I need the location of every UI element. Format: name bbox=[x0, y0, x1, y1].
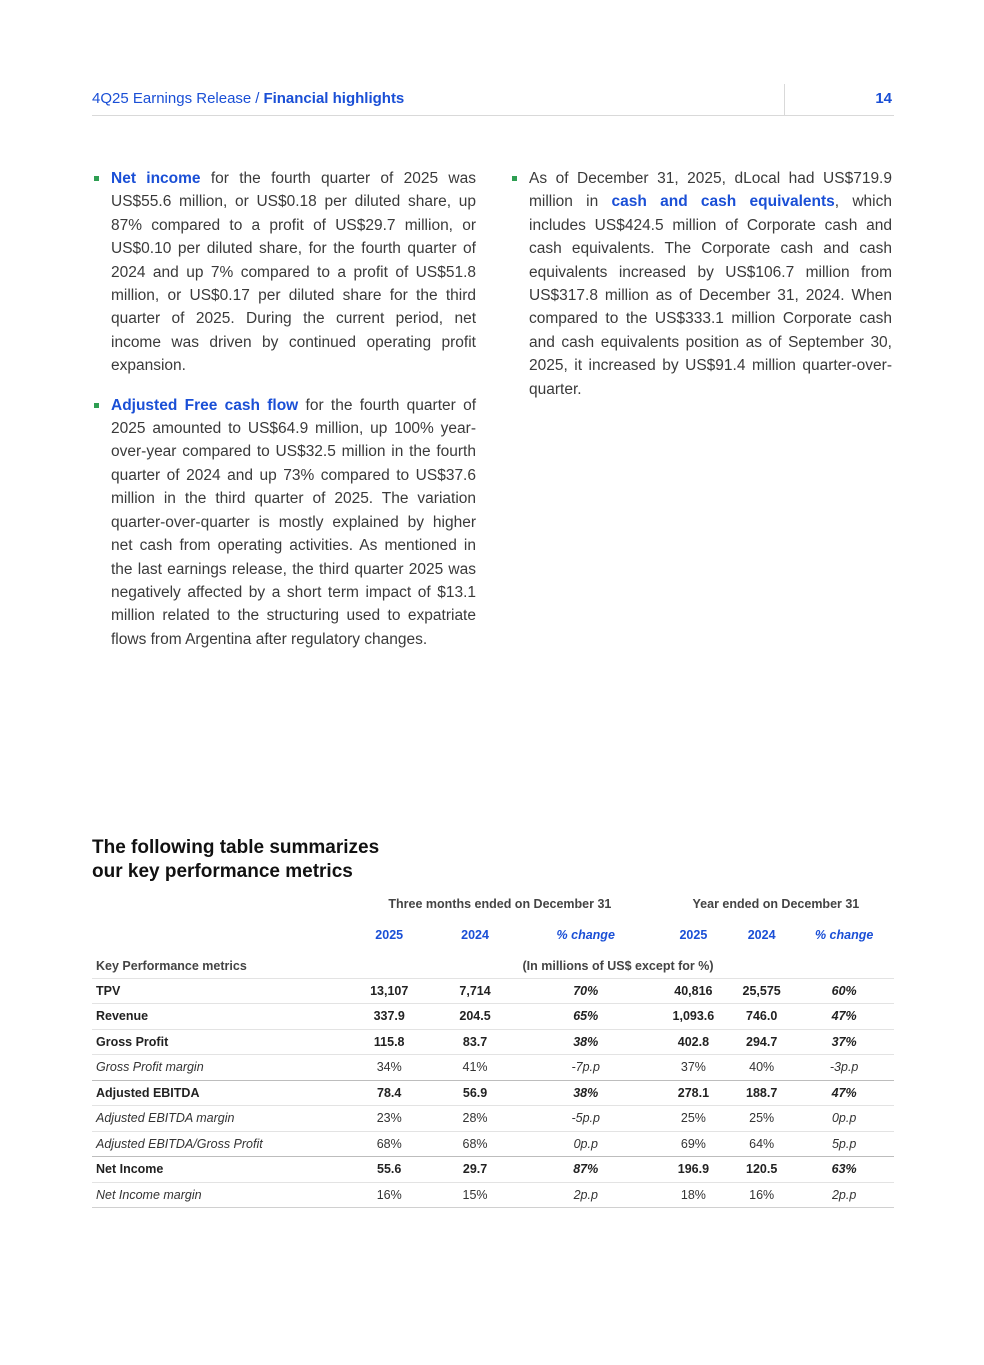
cell: 13,107 bbox=[342, 978, 436, 1004]
breadcrumb bbox=[92, 90, 404, 107]
cell: 337.9 bbox=[342, 1004, 436, 1030]
bullet-cash bbox=[510, 167, 892, 401]
bullet-marker bbox=[94, 176, 99, 181]
units-row bbox=[92, 954, 894, 978]
bullet-marker bbox=[512, 176, 517, 181]
col-header: 2024 bbox=[747, 928, 776, 942]
net-income-highlight: Net income bbox=[111, 170, 201, 187]
col-header: 2025 bbox=[679, 928, 708, 942]
cell: 63% bbox=[794, 1157, 894, 1183]
cell: 65% bbox=[514, 1004, 658, 1030]
cell: 115.8 bbox=[342, 1029, 436, 1055]
table-row bbox=[92, 1080, 894, 1106]
breadcrumb-separator: / bbox=[255, 90, 260, 107]
cell: 41% bbox=[436, 1055, 513, 1081]
cell: -3p.p bbox=[794, 1055, 894, 1081]
cell: 68% bbox=[436, 1131, 513, 1157]
cell: 120.5 bbox=[729, 1157, 794, 1183]
table-title bbox=[92, 836, 379, 884]
cell: 16% bbox=[729, 1182, 794, 1208]
cell: 25,575 bbox=[729, 978, 794, 1004]
cell: 204.5 bbox=[436, 1004, 513, 1030]
adjusted-fcf-text: for the fourth quarter of 2025 amounted to US$64.9 million, up 100% year-over-year compared to US$32.5 million in the fourth quarter of 2024 and up 73% compared to US$37.6 million in the third quarter of 2025. The variation quarter-over-quarter is mostly explained by higher net cash from operating activities. As mentioned in the last earnings release, the third quarter 2025 was negatively affected by a short term impact of $13.1 million related to the structuring used to expatriate flows from Argentina after regulatory changes. bbox=[111, 396, 477, 648]
cell: 25% bbox=[729, 1106, 794, 1132]
cell: 70% bbox=[514, 978, 658, 1004]
row-label: Adjusted EBITDA margin bbox=[92, 1106, 342, 1132]
period-header-row bbox=[92, 892, 894, 916]
cell: 69% bbox=[658, 1131, 729, 1157]
row-label: Net Income margin bbox=[92, 1182, 342, 1208]
column-header-row bbox=[92, 916, 894, 954]
page-number: 14 bbox=[875, 90, 892, 107]
cell: 40% bbox=[729, 1055, 794, 1081]
col-header: % change bbox=[556, 928, 615, 942]
bullet-adjusted-fcf bbox=[92, 394, 476, 651]
cell: 38% bbox=[514, 1029, 658, 1055]
cell: 60% bbox=[794, 978, 894, 1004]
cell: 2p.p bbox=[794, 1182, 894, 1208]
cell: 87% bbox=[514, 1157, 658, 1183]
col-header: 2024 bbox=[461, 928, 489, 942]
row-label: TPV bbox=[92, 978, 342, 1004]
cell: -7p.p bbox=[514, 1055, 658, 1081]
bullet-net-income bbox=[92, 167, 476, 378]
cell: 294.7 bbox=[729, 1029, 794, 1055]
cell: 29.7 bbox=[436, 1157, 513, 1183]
cell: 278.1 bbox=[658, 1080, 729, 1106]
header-divider bbox=[784, 84, 785, 115]
cell: 37% bbox=[794, 1029, 894, 1055]
cell: 5p.p bbox=[794, 1131, 894, 1157]
cell: 188.7 bbox=[729, 1080, 794, 1106]
row-label: Adjusted EBITDA bbox=[92, 1080, 342, 1106]
page-header bbox=[92, 84, 894, 116]
cell: 34% bbox=[342, 1055, 436, 1081]
cell: -5p.p bbox=[514, 1106, 658, 1132]
cell: 83.7 bbox=[436, 1029, 513, 1055]
bullet-marker bbox=[94, 403, 99, 408]
cell: 38% bbox=[514, 1080, 658, 1106]
cell: 402.8 bbox=[658, 1029, 729, 1055]
cell: 78.4 bbox=[342, 1080, 436, 1106]
metrics-label: Key Performance metrics bbox=[96, 958, 247, 973]
table-title-line-1: The following table summarizes bbox=[92, 837, 380, 858]
period-three-months: Three months ended on December 31 bbox=[388, 897, 612, 911]
cell: 23% bbox=[342, 1106, 436, 1132]
cash-text-pre: As of December 31, 2025, dLocal had US$719.9 million in bbox=[529, 170, 892, 211]
cell: 68% bbox=[342, 1131, 436, 1157]
adjusted-fcf-highlight: Adjusted Free cash flow bbox=[111, 396, 299, 414]
row-label: Gross Profit bbox=[92, 1029, 342, 1055]
cell: 0p.p bbox=[514, 1131, 658, 1157]
cell: 55.6 bbox=[342, 1157, 436, 1183]
left-column bbox=[92, 167, 476, 667]
document-title: 4Q25 Earnings Release bbox=[92, 90, 252, 107]
table-row bbox=[92, 1106, 894, 1132]
col-header: 2025 bbox=[375, 928, 404, 942]
cell: 28% bbox=[436, 1106, 513, 1132]
row-label: Net Income bbox=[92, 1157, 342, 1183]
cell: 47% bbox=[794, 1004, 894, 1030]
cell: 16% bbox=[342, 1182, 436, 1208]
cell: 0p.p bbox=[794, 1106, 894, 1132]
cell: 64% bbox=[729, 1131, 794, 1157]
col-header: % change bbox=[814, 928, 874, 942]
kpi-table bbox=[92, 892, 894, 1208]
section-title: Financial highlights bbox=[263, 90, 405, 107]
table-row bbox=[92, 1029, 894, 1055]
period-year: Year ended on December 31 bbox=[692, 897, 860, 911]
cell: 56.9 bbox=[436, 1080, 513, 1106]
net-income-text: for the fourth quarter of 2025 was US$55.6 million, or US$0.18 per diluted share, up 87% compared to a profit of US$29.7 million, or US$0.10 per diluted share, for the fourth quarter of 2024 and up 7% compared to a profit of US$51.8 million, or US$0.17 per diluted share for the third quarter of 2025. During the current period, net income was driven by continued operating profit expansion. bbox=[111, 170, 476, 375]
cell: 746.0 bbox=[729, 1004, 794, 1030]
cell: 18% bbox=[658, 1182, 729, 1208]
table-row bbox=[92, 1055, 894, 1081]
table-title-line-2: our key performance metrics bbox=[92, 861, 353, 882]
table-row bbox=[92, 978, 894, 1004]
right-column bbox=[510, 167, 892, 417]
row-label: Adjusted EBITDA/Gross Profit bbox=[92, 1131, 342, 1157]
table-row bbox=[92, 1004, 894, 1030]
cell: 15% bbox=[436, 1182, 513, 1208]
cell: 196.9 bbox=[658, 1157, 729, 1183]
row-label: Revenue bbox=[92, 1004, 342, 1030]
cell: 25% bbox=[658, 1106, 729, 1132]
cell: 47% bbox=[794, 1080, 894, 1106]
row-label: Gross Profit margin bbox=[92, 1055, 342, 1081]
table-row bbox=[92, 1131, 894, 1157]
cash-highlight: cash and cash equivalents bbox=[611, 193, 835, 211]
cell: 7,714 bbox=[436, 978, 513, 1004]
cell: 1,093.6 bbox=[658, 1004, 729, 1030]
table-row bbox=[92, 1182, 894, 1208]
cell: 37% bbox=[658, 1055, 729, 1081]
cell: 40,816 bbox=[658, 978, 729, 1004]
cell: 2p.p bbox=[514, 1182, 658, 1208]
table-row bbox=[92, 1157, 894, 1183]
units-label: (In millions of US$ except for %) bbox=[522, 958, 714, 973]
cash-text-post: , which includes US$424.5 million of Corporate cash and cash equivalents. The Corporate cash and cash equivalents increased by US$106.7 million from US$317.8 million as of December 31, 2024. When compared to the US$333.1 million Corporate cash and cash equivalents position as of September 30, 2025, it increased by US$91.4 million quarter-over-quarter. bbox=[529, 193, 892, 398]
